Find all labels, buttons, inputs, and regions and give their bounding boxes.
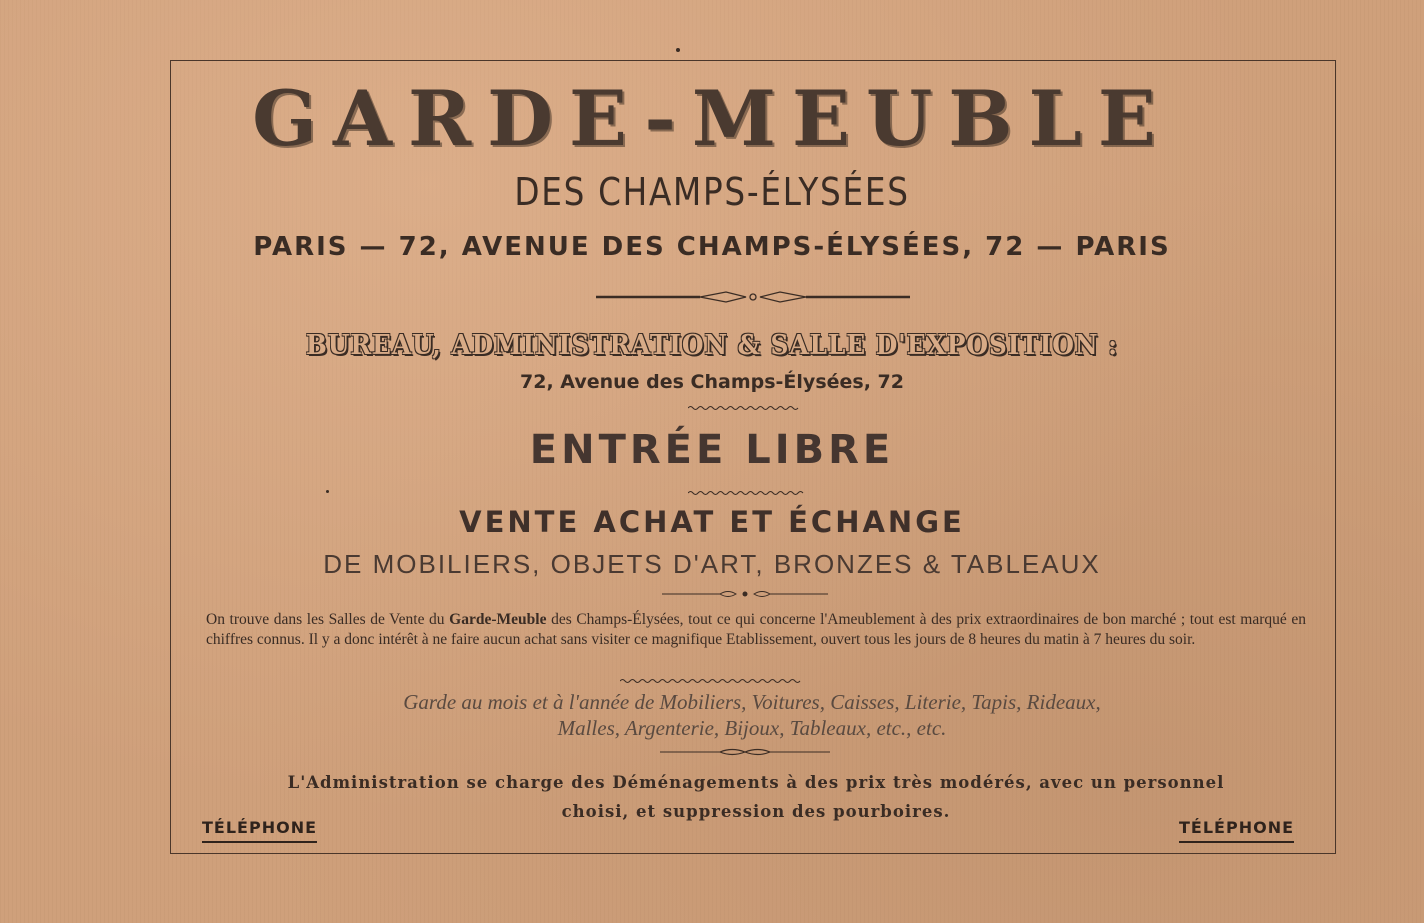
- document-title: GARDE-MEUBLE: [252, 74, 1172, 163]
- telephone-left: TÉLÉPHONE: [202, 818, 317, 843]
- description-paragraph: [206, 610, 1306, 650]
- telephone-right: TÉLÉPHONE: [1179, 818, 1294, 843]
- wavy-rule-2: [688, 489, 804, 497]
- ornament-divider: [596, 288, 910, 306]
- mobiliers-line: DE MOBILIERS, OBJETS D'ART, BRONZES & TABLEAUX: [323, 549, 1101, 579]
- admin-line-1: L'Administration se charge des Déménagements à des prix très modérés, avec un personnel: [287, 773, 1225, 792]
- admin-line-2: choisi, et suppression des pourboires.: [561, 802, 951, 821]
- wavy-rule-1: [688, 404, 800, 412]
- paragraph-start: On trouve dans les Salles de Vente du: [206, 611, 450, 628]
- ink-speck: [326, 490, 329, 493]
- vente-heading: VENTE ACHAT ET ÉCHANGE: [459, 505, 965, 539]
- paragraph-bold-name: Garde-Meuble: [449, 611, 547, 628]
- ornament-divider-3: [660, 747, 830, 757]
- ornament-divider-2: [662, 588, 828, 600]
- ink-speck: [676, 48, 680, 52]
- entree-libre: ENTRÉE LIBRE: [529, 427, 895, 473]
- address-line: PARIS — 72, AVENUE DES CHAMPS-ÉLYSÉES, 72 — PARIS: [253, 232, 1171, 262]
- wavy-rule-3: [620, 677, 804, 685]
- bureau-heading: BUREAU, ADMINISTRATION & SALLE D'EXPOSITION :: [305, 330, 1119, 361]
- administration-notice: [206, 768, 1306, 826]
- bureau-address: 72, Avenue des Champs-Élysées, 72: [520, 371, 904, 393]
- garde-notice: [240, 689, 1264, 741]
- garde-line-1: Garde au mois et à l'année de Mobiliers, Voitures, Caisses, Literie, Tapis, Rideaux,: [403, 690, 1101, 714]
- document-subtitle: DES CHAMPS-ÉLYSÉES: [514, 170, 910, 214]
- garde-line-2: Malles, Argenterie, Bijoux, Tableaux, etc., etc.: [557, 716, 947, 740]
- paragraph-end: des Champs-Élysées, tout ce qui concerne l'Ameublement à des prix extraordinaires de bon marché ; tout est marqué en chiffres connus. Il y a donc intérêt à ne faire aucun achat sans visiter ce magnifique Etablissement, ouvert tous les jours de 8 heures du matin à 7 heures du soir.: [206, 611, 1306, 648]
